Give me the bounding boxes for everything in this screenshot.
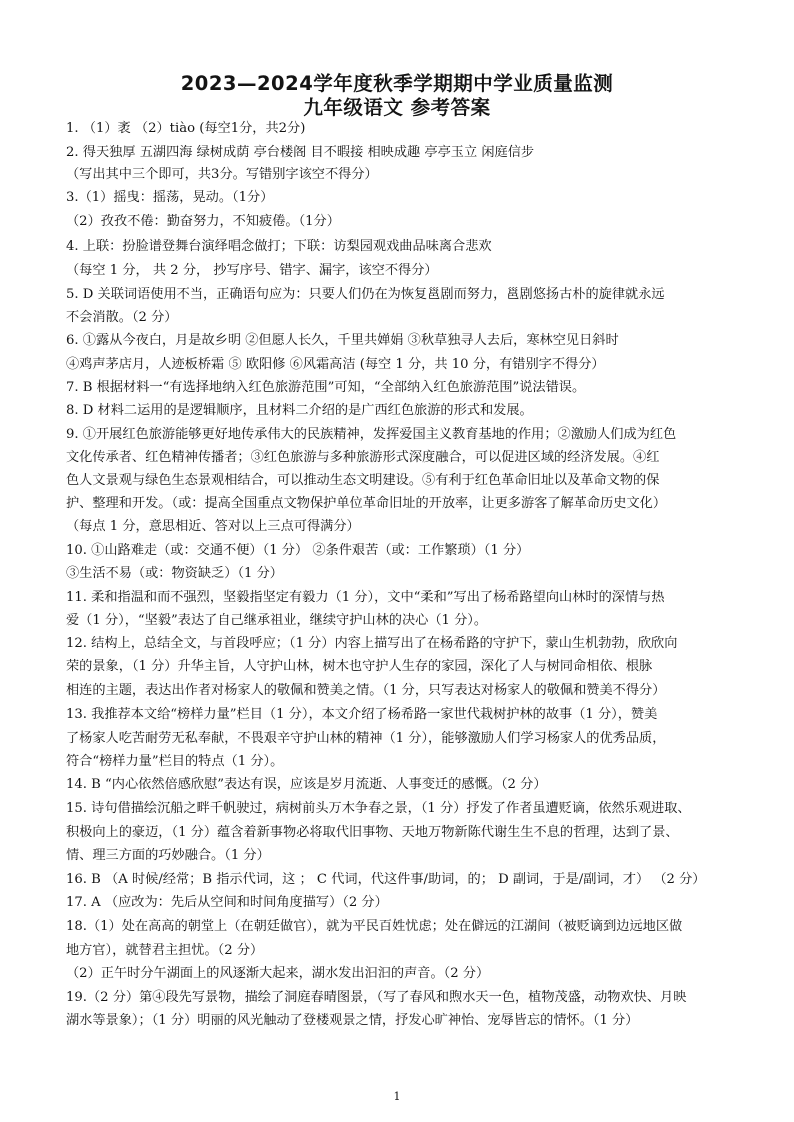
answer-line: 17. A （应改为：先后从空间和时间角度描写）（2 分） [66, 895, 388, 910]
answer-line: ④鸡声茅店月，人迹板桥霜 ⑤ 欧阳修 ⑥风霜高洁 (每空 1 分，共 10 分，有错别字不得分） [66, 357, 605, 372]
answer-line: 色人文景观与绿色生态景观相结合，可以推动生态文明建设。⑤有利于红色革命旧址以及革命文物的保 [66, 473, 660, 488]
answer-line: 4. 上联：扮脸谱登舞台演绎唱念做打；下联：访梨园观戏曲品味离合悲欢 [66, 239, 492, 254]
answer-line: 积极向上的豪迈，（1 分）蕴含着新事物必将取代旧事物、天地万物新陈代谢生生不息的哲理，达到了景、 [66, 825, 679, 840]
answer-line: （写出其中三个即可，共3分。写错别字该空不得分） [66, 167, 378, 182]
answer-line: 地方官），就替君主担忧。（2 分） [66, 943, 264, 958]
answer-line: 不会消散。（2 分） [66, 310, 178, 325]
answer-line: 符合“榜样力量”栏目的特点（1 分）。 [66, 754, 284, 769]
answer-line: 护、整理和开发。（或：提高全国重点文物保护单位革命旧址的开放率，让更多游客了解革命历史文化） [66, 496, 667, 511]
answer-line: （2）正午时分午湖面上的风逐渐大起来，湖水发出汩汩的声音。（2 分） [66, 966, 490, 981]
answer-line: 爱（1 分），“坚毅”表达了自己继承祖业，继续守护山林的决心（1 分）。 [66, 613, 488, 628]
answer-line: 了杨家人吃苦耐劳无私奉献，不畏艰辛守护山林的精神（1 分），能够激励人们学习杨家人的优秀品质， [66, 731, 666, 746]
answer-line: 13. 我推荐本文给“榜样力量”栏目（1 分），本文介绍了杨希路一家世代栽树护林的故事（1 分），赞美 [66, 707, 658, 722]
page-number: 1 [393, 1090, 401, 1103]
answer-line: （每点 1 分，意思相近、答对以上三点可得满分） [66, 519, 360, 534]
answer-line: 湖水等景象）；（1 分）明丽的风光触动了登楼观景之情，抒发心旷神怡、宠辱皆忘的情怀。（1 分） [66, 1013, 639, 1028]
answer-line: 10. ①山路难走（或：交通不便）（1 分） ②条件艰苦（或：工作繁琐）（1 分） [66, 543, 530, 558]
answer-line: 荣的景象，（1 分）升华主旨，人守护山林，树木也守护人生存的家园，深化了人与树同命相依、根脉 [66, 659, 653, 674]
answer-line: 相连的主题，表达出作者对杨家人的敬佩和赞美之情。（1 分，只写表达对杨家人的敬佩和赞美不得分） [66, 683, 666, 698]
answer-line: （每空 1 分， 共 2 分， 抄写序号、错字、漏字，该空不得分） [66, 263, 438, 278]
answer-line: 19.（2 分）第④段先写景物，描绘了洞庭春晴图景，（写了春风和煦水天一色，植物茂盛，动物欢快、月映 [66, 990, 687, 1005]
answer-line: 12. 结构上，总结全文，与首段呼应；（1 分）内容上描写出了在杨希路的守护下，蒙山生机勃勃，欣欣向 [66, 636, 678, 651]
answer-line: 情、理三方面的巧妙融合。（1 分） [66, 848, 270, 863]
answer-line: 9. ①开展红色旅游能够更好地传承伟大的民族精神，发挥爱国主义教育基地的作用；②激励人们成为红色 [66, 427, 677, 442]
answer-line: 15. 诗句借描绘沉船之畔千帆驶过，病树前头万木争春之景，（1 分）抒发了作者虽遭贬谪，依然乐观进取、 [66, 801, 691, 816]
answer-line: 1. （1）袤 （2）tiào (每空1分，共2分) [66, 121, 306, 136]
answer-line: 7. B 根据材料一“有选择地纳入红色旅游范围”可知，“全部纳入红色旅游范围”说法错误。 [66, 380, 586, 395]
answer-line: ③生活不易（或：物资缺乏）（1 分） [66, 566, 283, 581]
answer-line: 文化传承者、红色精神传播者；③红色旅游与多种旅游形式深度融合，可以促进区域的经济发展。④红 [66, 450, 660, 465]
answer-line: 2. 得天独厚 五湖四海 绿树成荫 亭台楼阁 目不暇接 相映成趣 亭亭玉立 闲庭信步 [66, 145, 535, 160]
answer-line: 6. ①露从今夜白，月是故乡明 ②但愿人长久，千里共婵娟 ③秋草独寻人去后，寒林空见日斜时 [66, 333, 619, 348]
answer-line: 5. D 关联词语使用不当，正确语句应为：只要人们仍在为恢复邕剧而努力，邕剧悠扬古朴的旋律就永远 [66, 287, 665, 302]
document-title: 2023—2024学年度秋季学期期中学业质量监测 [180, 72, 614, 95]
answer-line: 14. B “内心依然倍感欣慰”表达有误，应该是岁月流逝、人事变迁的感慨。（2 分） [66, 777, 547, 792]
answer-line: 16. B （A 时候/经常；B 指示代词，这 ； C 代词，代这件事/助词，的； D 副词，于是/副词，才） （2 分） [66, 872, 706, 887]
answer-line: 8. D 材料二运用的是逻辑顺序，且材料二介绍的是广西红色旅游的形式和发展。 [66, 403, 533, 418]
answer-line: 3.（1）摇曳：摇荡，晃动。（1分） [66, 190, 274, 205]
answer-line: （2）孜孜不倦：勤奋努力，不知疲倦。（1分） [66, 214, 340, 229]
answer-line: 11. 柔和指温和而不强烈，坚毅指坚定有毅力（1 分），文中“柔和”写出了杨希路望向山林时的深情与热 [66, 590, 665, 605]
document-subtitle: 九年级语文 参考答案 [303, 96, 491, 119]
answer-line: 18.（1）处在高高的朝堂上（在朝廷做官），就为平民百姓忧虑；处在僻远的江湖间（被贬谪到边远地区做 [66, 919, 683, 934]
